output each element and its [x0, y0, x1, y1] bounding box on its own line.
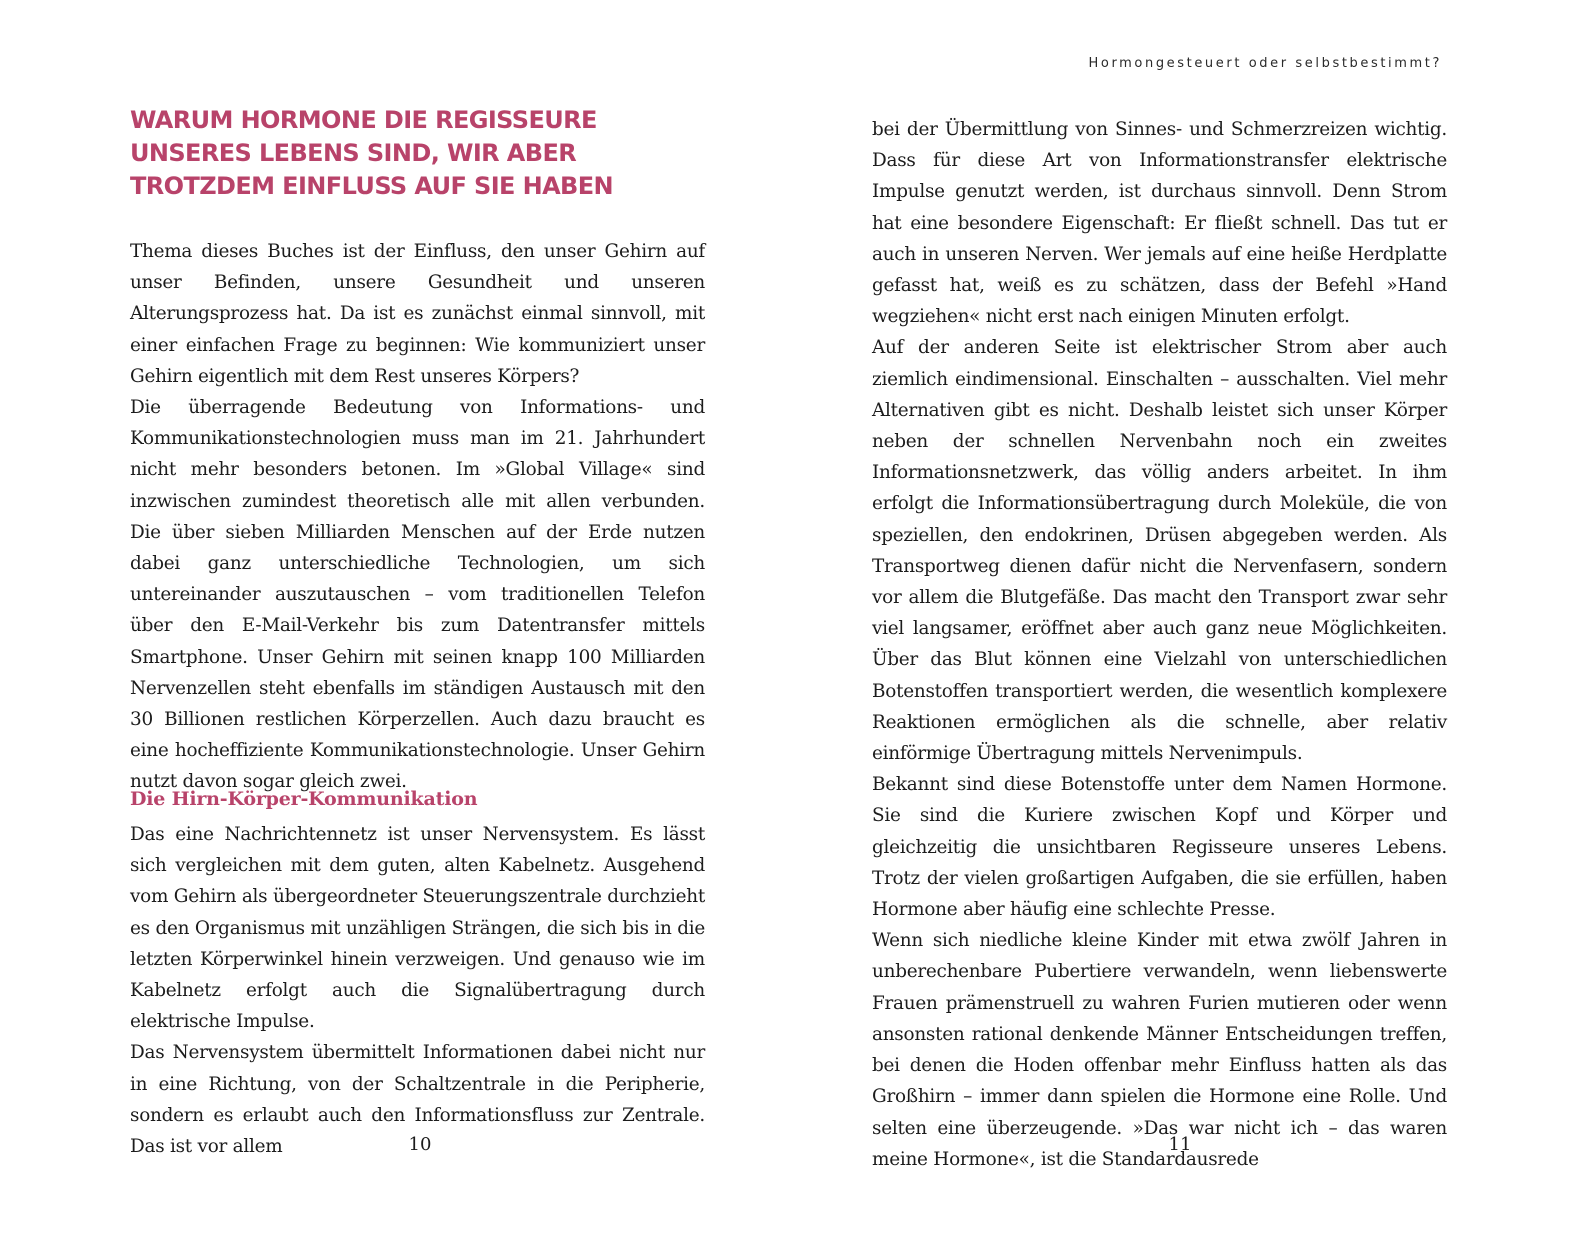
body-text — [872, 114, 1447, 1175]
paragraph: Thema dieses Buches ist der Einfluss, den unser Gehirn auf unser Befinden, unsere Gesundheit und unseren Alterungsprozess hat. Da ist es zunächst einmal sinnvoll, mit einer einfachen Frage zu beginnen: Wie kommuniziert unser Gehirn eigentlich mit dem Rest unseres Körpers? — [130, 241, 705, 387]
section-text — [130, 819, 705, 1162]
section-heading: Die Hirn-Körper-Kommunikation — [130, 788, 478, 810]
running-head: Hormongesteuert oder selbstbestimmt? — [1088, 56, 1442, 71]
paragraph: Bekannt sind diese Botenstoffe unter dem Namen Hormone. Sie sind die Kuriere zwischen Kopf und Körper und gleichzeitig die unsichtbaren Regisseure unseres Lebens. Trotz der vielen großartigen Aufgaben, die sie erfüllen, haben Hormone aber häufig eine schlechte Presse. — [872, 774, 1447, 921]
page-number: 10 — [408, 1134, 432, 1155]
paragraph: Die überragende Bedeutung von Informations- und Kommunikationstechnologien muss man im 21. Jahrhundert nicht mehr besonders betonen. Im »Global Village« sind inzwischen zumindest theoretisch alle mit allen verbunden. Die über sieben Milliarden Menschen auf der Erde nutzen dabei ganz unterschiedliche Technologien, um sich untereinander auszutauschen – vom traditionellen Telefon über den E-Mail-Verkehr bis zum Datentransfer mittels Smartphone. Unser Gehirn mit seinen knapp 100 Milliarden Nervenzellen steht ebenfalls im ständigen Austausch mit den 30 Billionen restlichen Körperzellen. Auch dazu braucht es eine hocheffiziente Kommunikationstechnologie. Unser Gehirn nutzt davon sogar gleich zwei. — [130, 397, 705, 793]
paragraph: Das eine Nachrichtennetz ist unser Nervensystem. Es lässt sich vergleichen mit dem guten, alten Kabelnetz. Ausgehend vom Gehirn als übergeordneter Steuerungszentrale durchzieht es den Organismus mit unzähligen Strängen, die sich bis in die letzten Körperwinkel hinein verzweigen. Und genauso wie im Kabelnetz erfolgt auch die Signalübertragung durch elektrische Impulse. — [130, 824, 705, 1033]
chapter-title: WARUM HORMONE DIE REGISSEURE UNSERES LEBENS SIND, WIR ABER TROTZDEM EINFLUSS AUF SIE HABEN — [130, 106, 614, 200]
right-page — [797, 0, 1594, 1240]
page-number: 11 — [1168, 1134, 1192, 1155]
paragraph: Wenn sich niedliche kleine Kinder mit etwa zwölf Jahren in unberechenbare Pubertiere verwandeln, wenn liebenswerte Frauen prämenstruell zu wahren Furien mutieren oder wenn ansonsten rational denkende Männer Entscheidungen treffen, bei denen die Hoden offenbar mehr Einfluss hatten als das Großhirn – immer dann spielen die Hormone eine Rolle. Und selten eine überzeugende. »Das war nicht ich – das waren meine Hormone«, ist die Standardausrede — [872, 930, 1447, 1170]
intro-text — [130, 236, 705, 798]
paragraph: Das Nervensystem übermittelt Informationen dabei nicht nur in eine Richtung, von der Schaltzentrale in die Peripherie, sondern es erlaubt auch den Informationsfluss zur Zentrale. Das ist vor allem — [130, 1042, 705, 1158]
paragraph: bei der Übermittlung von Sinnes- und Schmerzreizen wichtig. Dass für diese Art von Informationstransfer elektrische Impulse genutzt werden, ist durchaus sinnvoll. Denn Strom hat eine besondere Eigenschaft: Er fließt schnell. Das tut er auch in unseren Nerven. Wer jemals auf eine heiße Herdplatte gefasst hat, weiß es zu schätzen, dass der Befehl »Hand wegziehen« nicht erst nach einigen Minuten erfolgt. — [872, 119, 1447, 328]
paragraph: Auf der anderen Seite ist elektrischer Strom aber auch ziemlich eindimensional. Einschalten – ausschalten. Viel mehr Alternativen gibt es nicht. Deshalb leistet sich unser Körper neben der schnellen Nervenbahn noch ein zweites Informationsnetzwerk, das völlig anders arbeitet. In ihm erfolgt die Informationsübertragung durch Moleküle, die von speziellen, den endokrinen, Drüsen abgegeben werden. Als Transportweg dienen dafür nicht die Nervenfasern, sondern vor allem die Blutgefäße. Das macht den Transport zwar sehr viel langsamer, eröffnet aber auch ganz neue Möglichkeiten. Über das Blut können eine Vielzahl von unterschiedlichen Botenstoffen transportiert werden, die wesentlich komplexere Reaktionen ermöglichen als die schnelle, aber relativ einförmige Übertragung mittels Nervenimpuls. — [872, 337, 1447, 765]
